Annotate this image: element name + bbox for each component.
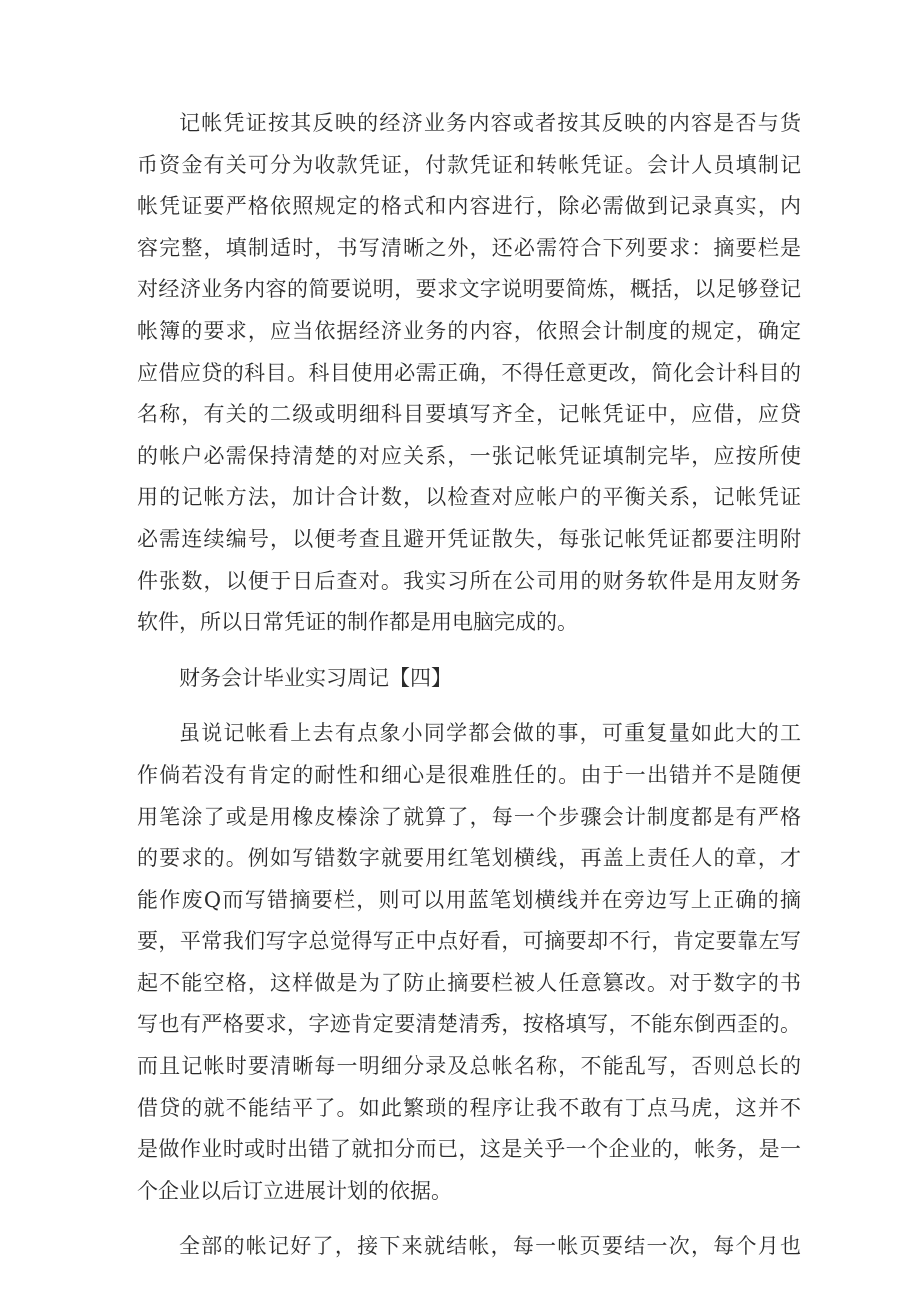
- text-line: 全部的帐记好了，接下来就结帐，每一帐页要结一次，每个月也: [179, 1234, 801, 1259]
- text-line: 对经济业务内容的简要说明，要求文字说明要简炼，概括，以足够登记: [137, 277, 801, 302]
- text-line: 而且记帐时要清晰每一明细分录及总帐名称，不能乱写，否则总长的: [137, 1054, 801, 1079]
- text-line: 的要求的。例如写错数字就要用红笔划横线，再盖上责任人的章，才: [137, 846, 801, 871]
- section-heading: [137, 658, 801, 700]
- text-line: 用的记帐方法，加计合计数，以检查对应帐户的平衡关系，记帐凭证: [137, 485, 801, 510]
- text-line: 写也有严格要求，字迹肯定要清楚清秀，按格填写，不能东倒西歪的。: [137, 1012, 801, 1037]
- text-line: 是做作业时或时出错了就扣分而已，这是关乎一个企业的，帐务，是一: [137, 1137, 801, 1162]
- text-line: 帐凭证要严格依照规定的格式和内容进行，除必需做到记录真实，内: [137, 194, 801, 219]
- text-line: 记帐凭证按其反映的经济业务内容或者按其反映的内容是否与货: [179, 111, 801, 135]
- paragraph-closing-accounts: [137, 1226, 801, 1268]
- section-heading-text: 财务会计毕业实习周记【四】: [179, 665, 452, 690]
- paragraph-gap: [137, 1212, 801, 1226]
- text-line: 要，平常我们写字总觉得写正中点好看，可摘要却不行，肯定要靠左写: [137, 929, 801, 954]
- text-line: 名称，有关的二级或明细科目要填写齐全，记帐凭证中，应借，应贷: [137, 402, 801, 427]
- text-line: 作倘若没有肯定的耐性和细心是很难胜任的。由于一出错并不是随便: [137, 762, 801, 787]
- paragraph-gap: [137, 699, 801, 713]
- text-line: 币资金有关可分为收款凭证，付款凭证和转帐凭证。会计人员填制记: [137, 152, 801, 177]
- text-line: 虽说记帐看上去有点象小同学都会做的事，可重复量如此大的工: [179, 721, 801, 746]
- text-line: 帐簿的要求，应当依据经济业务的内容，依照会计制度的规定，确定: [137, 318, 801, 343]
- paragraph-voucher-requirements: [137, 103, 801, 644]
- text-line: 应借应贷的科目。科目使用必需正确，不得任意更改，简化会计科目的: [137, 360, 801, 385]
- text-line: 能作废Q而写错摘要栏，则可以用蓝笔划横线并在旁边写上正确的摘: [137, 887, 801, 912]
- text-line: 的帐户必需保持清楚的对应关系，一张记帐凭证填制完毕，应按所使: [137, 443, 801, 468]
- text-line: 起不能空格，这样做是为了防止摘要栏被人任意篡改。对于数字的书: [137, 970, 801, 995]
- text-line: 借贷的就不能结平了。如此繁琐的程序让我不敢有丁点马虎，这并不: [137, 1095, 801, 1120]
- text-line: 软件，所以日常凭证的制作都是用电脑完成的。: [137, 610, 578, 635]
- text-line: 用笔涂了或是用橡皮榛涂了就算了，每一个步骤会计制度都是有严格: [137, 804, 801, 829]
- text-line: 必需连续编号，以便考查且避开凭证散失，每张记帐凭证都要注明附: [137, 526, 801, 551]
- text-line: 件张数，以便于日后查对。我实习所在公司用的财务软件是用友财务: [137, 568, 801, 593]
- document-page: [137, 103, 801, 1268]
- text-line: 个企业以后订立进展计划的依据。: [137, 1178, 452, 1203]
- paragraph-gap: [137, 644, 801, 658]
- text-line: 容完整，填制适时，书写清晰之外，还必需符合下列要求：摘要栏是: [137, 235, 801, 260]
- paragraph-bookkeeping-care: [137, 713, 801, 1212]
